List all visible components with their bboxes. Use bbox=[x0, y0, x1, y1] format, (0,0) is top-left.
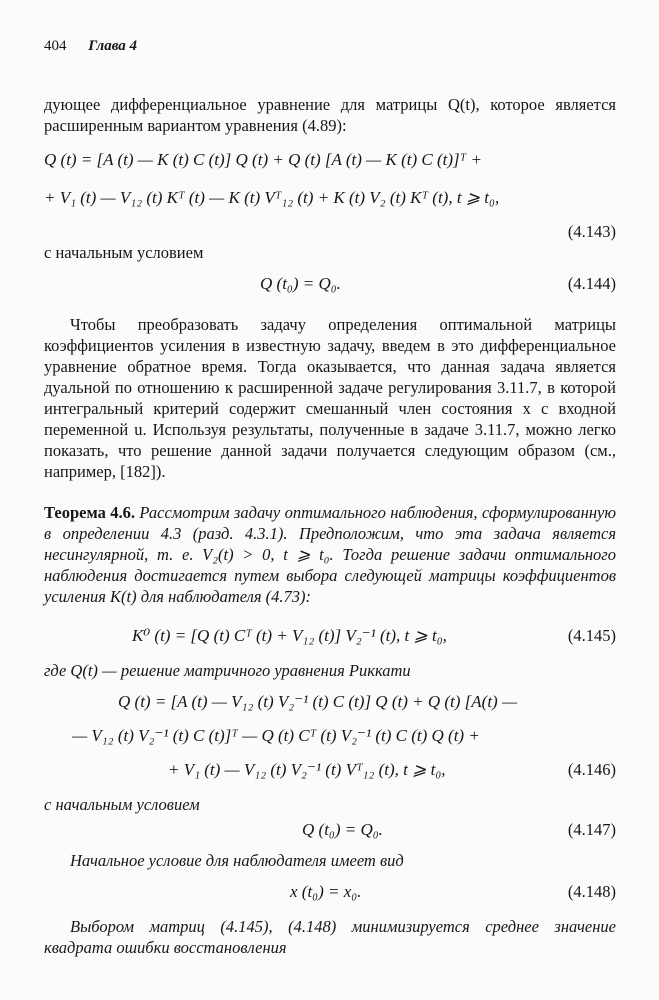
running-header bbox=[44, 38, 137, 55]
equation-4-148: x (t₀) = x₀. bbox=[290, 882, 362, 901]
paragraph-intro: дующее дифференциальное уравнение для матрицы Q(t), которое является расширенным вариантом уравнения (4.89): bbox=[44, 95, 616, 135]
paragraph-last: Выбором матриц (4.145), (4.148) минимизируется среднее значение квадрата ошибки восстановления bbox=[44, 917, 616, 957]
equation-4-143-line1: Q (t) = [A (t) — K (t) C (t)] Q (t) + Q (t) [A (t) — K (t) C (t)]ᵀ + bbox=[44, 150, 482, 169]
equation-4-144: Q (t₀) = Q₀. bbox=[260, 274, 341, 293]
initial-condition-label-2: с начальным условием bbox=[44, 795, 200, 814]
paragraph-transform: Чтобы преобразовать задачу определения оптимальной матрицы коэффициентов усиления в известную задачу, введем в это дифференциальное уравнение обратное время. Тогда оказывается, что данная задача является дуальной по отношению к расширенной задаче регулирования 3.11.7, в которой интегральный критерий содержит смешанный член состояния x с входной переменной u. Используя результаты, полученные в задаче 3.11.7, можно легко показать, что решение данной задачи получается следующим образом (см., например, [182]). bbox=[44, 315, 616, 481]
equation-number-4-147: (4.147) bbox=[567, 820, 616, 839]
equation-number-4-144: (4.144) bbox=[567, 274, 616, 293]
equation-number-4-145: (4.145) bbox=[567, 626, 616, 645]
chapter-title: Глава 4 bbox=[88, 38, 138, 54]
riccati-label: где Q(t) — решение матричного уравнения Риккати bbox=[44, 661, 411, 680]
equation-number-4-143: (4.143) bbox=[567, 222, 616, 241]
equation-4-145: K⁰ (t) = [Q (t) Cᵀ (t) + V₁₂ (t)] V₂⁻¹ (t), t ⩾ t₀, bbox=[132, 626, 447, 645]
theorem-title: Теорема 4.6. bbox=[44, 503, 135, 522]
page-number: 404 bbox=[44, 38, 67, 54]
equation-4-147: Q (t₀) = Q₀. bbox=[302, 820, 383, 839]
equation-4-146-line2: — V₁₂ (t) V₂⁻¹ (t) C (t)]ᵀ — Q (t) Cᵀ (t) V₂⁻¹ (t) C (t) Q (t) + bbox=[72, 726, 480, 745]
theorem-text: Рассмотрим задачу оптимального наблюдения, сформулированную в определении 4.3 (разд. 4.3.1). Предположим, что эта задача является несингулярной, т. е. V₂(t) > 0, t ⩾ t₀. Тогда решение задачи оптимального наблюдения достигается путем выбора следующей матрицы коэффициентов усиления K(t) для наблюдателя (4.73): bbox=[44, 503, 617, 606]
equation-4-143-line2: + V₁ (t) — V₁₂ (t) Kᵀ (t) — K (t) Vᵀ₁₂ (t) + K (t) V₂ (t) Kᵀ (t), t ⩾ t₀, bbox=[44, 188, 500, 207]
equation-number-4-148: (4.148) bbox=[567, 882, 616, 901]
equation-number-4-146: (4.146) bbox=[567, 760, 616, 779]
initial-condition-label: с начальным условием bbox=[44, 243, 204, 262]
observer-initial-label: Начальное условие для наблюдателя имеет вид bbox=[70, 851, 404, 870]
theorem-4-6 bbox=[44, 502, 616, 607]
equation-4-146-line1: Q (t) = [A (t) — V₁₂ (t) V₂⁻¹ (t) C (t)] Q (t) + Q (t) [A(t) — bbox=[118, 692, 518, 711]
equation-4-146-line3: + V₁ (t) — V₁₂ (t) V₂⁻¹ (t) Vᵀ₁₂ (t), t ⩾ t₀, bbox=[168, 760, 446, 779]
